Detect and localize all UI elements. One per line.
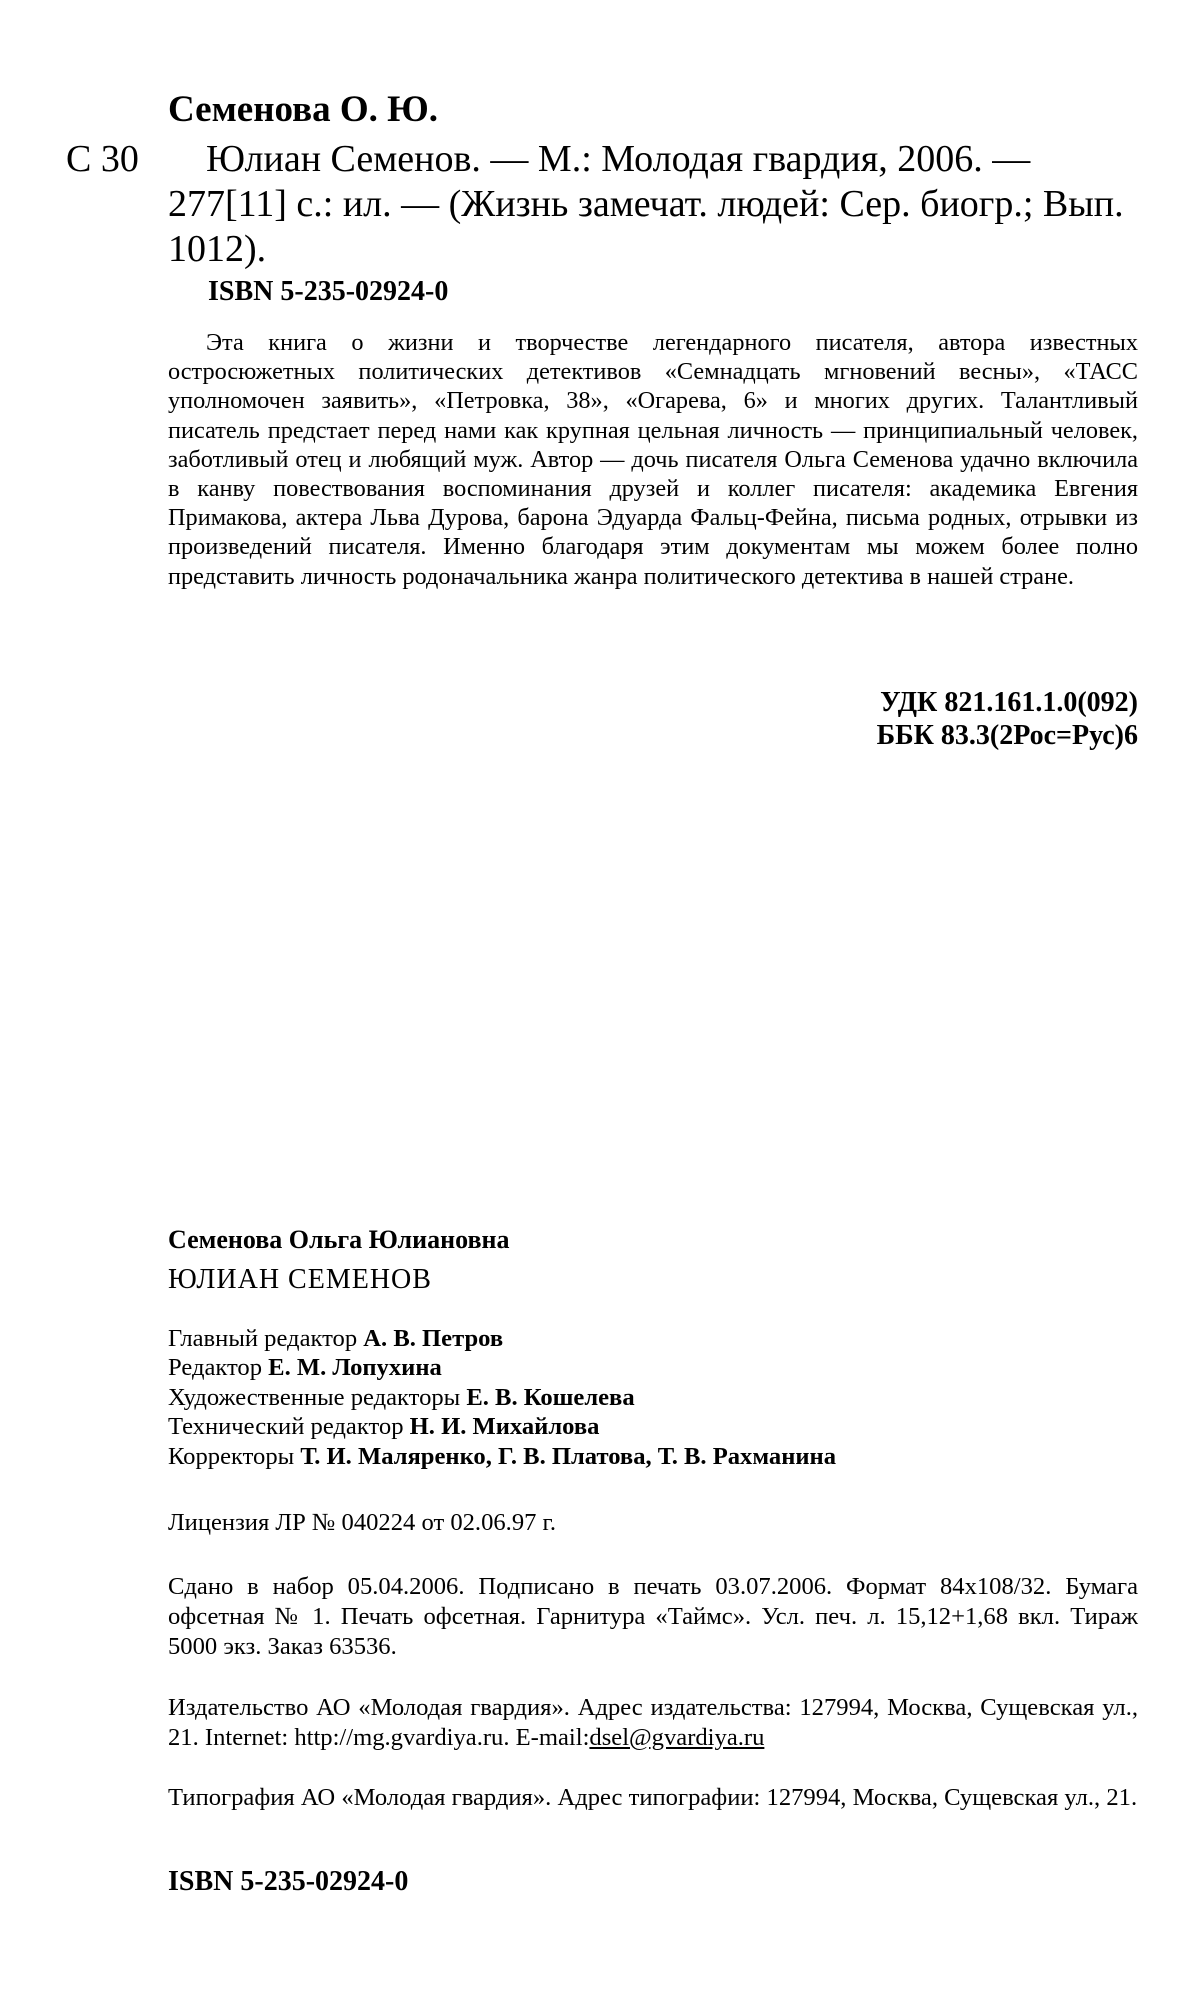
staff-line — [168, 1353, 1148, 1382]
typography-info: Типография АО «Молодая гвардия». Адрес типографии: 127994, Москва, Сущевская ул., 21. — [168, 1784, 1138, 1811]
staff-list — [168, 1324, 1148, 1471]
imprint-title: ЮЛИАН СЕМЕНОВ — [168, 1264, 432, 1295]
publisher-email-link[interactable]: dsel@gvardiya.ru — [589, 1723, 765, 1751]
staff-line — [168, 1412, 1148, 1441]
staff-names: Н. И. Михайлова — [409, 1413, 600, 1441]
print-info: Сдано в набор 05.04.2006. Подписано в печать 03.07.2006. Формат 84х108/32. Бумага офсетная № 1. Печать офсетная. Гарнитура «Таймс». Усл. печ. л. 15,12+1,68 вкл. Тираж 5000 экз. Заказ 63536. — [168, 1573, 1138, 1660]
staff-role: Художественные редакторы — [168, 1383, 461, 1411]
classification-block — [700, 686, 1138, 752]
imprint-author: Семенова Ольга Юлиановна — [168, 1225, 510, 1254]
isbn-top: ISBN 5-235-02924-0 — [208, 276, 449, 307]
staff-line — [168, 1442, 1148, 1471]
staff-role: Редактор — [168, 1354, 263, 1382]
staff-role: Корректоры — [168, 1442, 295, 1470]
staff-line — [168, 1383, 1148, 1412]
catalog-code: С 30 — [66, 138, 139, 180]
staff-role: Главный редактор — [168, 1325, 358, 1352]
license-line: Лицензия ЛР № 040224 от 02.06.97 г. — [168, 1509, 557, 1536]
staff-role: Технический редактор — [168, 1413, 404, 1441]
isbn-bottom: ISBN 5-235-02924-0 — [168, 1866, 409, 1897]
author-heading: Семенова О. Ю. — [168, 89, 439, 130]
publisher-text: Издательство АО «Молодая гвардия». Адрес издательства: 127994, Москва, Сущевская ул., 21. Internet: http://mg.gvardiya.ru. E-mail: — [168, 1694, 1138, 1751]
bibliographic-citation: Юлиан Семенов. — М.: Молодая гвардия, 2006. — 277[11] с.: ил. — (Жизнь замечат. людей: Сер. биогр.; Вып. 1012). — [168, 138, 1124, 270]
staff-line — [168, 1324, 1148, 1353]
abstract: Эта книга о жизни и творчестве легендарного писателя, автора известных остросюжетных политических детективов «Семнадцать мгновений весны», «ТАСС уполномочен заявить», «Петровка, 38», «Огарева, 6» и многих других. Талантливый писатель предстает перед нами как крупная цельная личность — принципиальный человек, заботливый отец и любящий муж. Автор — дочь писателя Ольга Семенова удачно включила в канву повествования воспоминания друзей и коллег писателя: академика Евгения Примакова, актера Льва Дурова, барона Эдуарда Фальц-Фейна, письма родных, отрывки из произведений писателя. Именно благодаря этим документам мы можем более полно представить личность родоначальника жанра политического детектива в нашей стране. — [168, 329, 1138, 590]
staff-names: Е. В. Кошелева — [466, 1383, 635, 1411]
udk-code: УДК 821.161.1.0(092) — [880, 687, 1138, 718]
bbk-code: ББК 83.3(2Рос=Рус)6 — [876, 720, 1138, 751]
staff-names: Е. М. Лопухина — [268, 1354, 442, 1382]
staff-names: А. В. Петров — [363, 1325, 504, 1352]
staff-names: Т. И. Маляренко, Г. В. Платова, Т. В. Рахманина — [300, 1442, 837, 1470]
publisher-info — [168, 1693, 1138, 1753]
